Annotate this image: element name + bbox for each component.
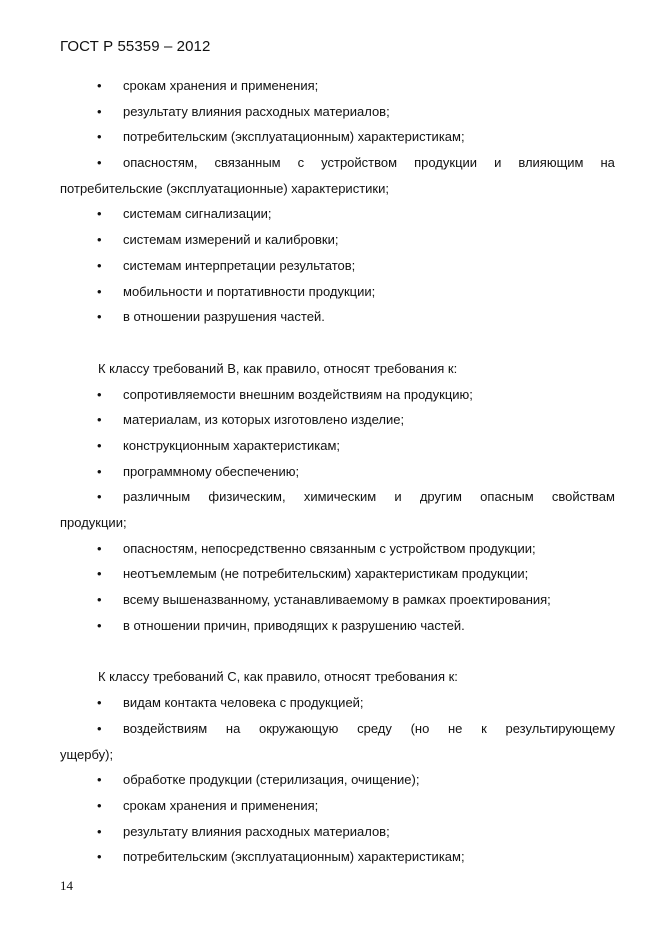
bullet-icon: • — [97, 206, 102, 222]
list-item — [60, 382, 615, 408]
bullet-icon: • — [97, 129, 102, 145]
bullet-icon: • — [97, 540, 102, 556]
list-item — [60, 690, 615, 716]
list-item — [60, 433, 615, 459]
list-item-text: результату влияния расходных материалов; — [123, 103, 390, 119]
bullet-icon: • — [97, 463, 102, 479]
bullet-icon: • — [97, 566, 102, 582]
list-item — [60, 304, 615, 330]
list-item — [60, 407, 615, 433]
list-item-word: на — [225, 720, 241, 736]
list-item-text: потребительским (эксплуатационным) характеристикам; — [123, 129, 465, 145]
list-item-word: не — [448, 720, 463, 736]
bullet-icon: • — [97, 772, 102, 788]
list-item-word: свойствам — [551, 489, 615, 505]
list-item-text: результату влияния расходных материалов; — [123, 823, 390, 839]
list-item — [60, 73, 615, 99]
list-item-text: системам интерпретации результатов; — [123, 257, 356, 273]
bullet-icon: • — [97, 437, 102, 453]
list-item-word: результирующему — [505, 720, 615, 736]
bullet-icon: • — [97, 309, 102, 325]
list-item-continuation: ущербу); — [60, 746, 114, 762]
list-item-word: влияющим — [518, 155, 584, 171]
list-item-text: опасностям, непосредственно связанным с устройством продукции; — [123, 540, 536, 556]
list-item-text: обработке продукции (стерилизация, очищение); — [123, 772, 420, 788]
page-number: 14 — [60, 878, 73, 893]
bullet-icon: • — [97, 155, 102, 171]
list-item-word: к — [481, 720, 487, 736]
bullet-icon: • — [97, 232, 102, 248]
list-item-justified — [60, 716, 615, 742]
bullet-icon: • — [97, 283, 102, 299]
list-item-text: материалам, из которых изготовлено изделие; — [123, 412, 405, 428]
list-item-word: воздействиям — [123, 720, 208, 736]
list-item — [60, 767, 615, 793]
list-item-text: в отношении разрушения частей. — [123, 309, 325, 325]
list-item-word: другим — [419, 489, 462, 505]
section-intro: К классу требований В, как правило, относят требования к: — [98, 360, 458, 376]
list-item — [60, 253, 615, 279]
list-item — [60, 587, 615, 613]
list-item-text: всему вышеназванному, устанавливаемому в рамках проектирования; — [123, 592, 551, 608]
list-item-text: сопротивляемости внешним воздействиям на продукцию; — [123, 386, 473, 402]
list-item — [60, 793, 615, 819]
list-item-justified — [60, 484, 615, 510]
list-item-text: потребительским (эксплуатационным) характеристикам; — [123, 849, 465, 865]
list-item — [60, 99, 615, 125]
list-item-word: устройством — [321, 155, 398, 171]
list-item-text: срокам хранения и применения; — [123, 797, 319, 813]
bullet-icon: • — [97, 412, 102, 428]
bullet-icon: • — [97, 797, 102, 813]
list-item-word: различным — [123, 489, 191, 505]
list-item-word: с — [297, 155, 305, 171]
list-item-word: связанным — [214, 155, 281, 171]
list-item-text: срокам хранения и применения; — [123, 78, 319, 93]
list-item-text: в отношении причин, приводящих к разрушению частей. — [123, 617, 465, 633]
bullet-icon: • — [97, 592, 102, 608]
document-header: ГОСТ Р 55359 – 2012 — [60, 38, 211, 55]
paragraph-gap — [60, 330, 615, 356]
list-item-text: системам сигнализации; — [123, 206, 272, 222]
bullet-icon: • — [97, 695, 102, 711]
list-item-text: неотъемлемым (не потребительским) характеристикам продукции; — [123, 566, 529, 582]
bullet-icon: • — [97, 720, 102, 736]
list-item-word: окружающую — [259, 720, 339, 736]
bullet-icon: • — [97, 78, 102, 93]
bullet-icon: • — [97, 823, 102, 839]
section-intro: К классу требований С, как правило, относят требования к: — [98, 669, 458, 685]
list-item-word: и — [394, 489, 402, 505]
list-item-word: среду — [357, 720, 392, 736]
list-item-word: (но — [410, 720, 430, 736]
list-item-continuation: продукции; — [60, 515, 127, 530]
list-item-word: и — [494, 155, 502, 171]
list-item-text: видам контакта человека с продукцией; — [123, 695, 364, 711]
list-item — [60, 844, 615, 870]
list-item-word: на — [600, 155, 615, 171]
list-item-word: опасностям, — [123, 155, 198, 171]
list-item-justified — [60, 150, 615, 176]
bullet-icon: • — [97, 617, 102, 633]
list-item — [60, 459, 615, 485]
list-item-word: химическим — [303, 489, 377, 505]
list-item-word: продукции — [414, 155, 478, 171]
list-item — [60, 613, 615, 639]
list-item — [60, 124, 615, 150]
list-item-word: опасным — [480, 489, 534, 505]
list-item — [60, 561, 615, 587]
bullet-icon: • — [97, 489, 102, 505]
list-item-text: конструкционным характеристикам; — [123, 437, 341, 453]
list-item — [60, 819, 615, 845]
bullet-icon: • — [97, 257, 102, 273]
document-body — [60, 73, 615, 870]
list-item — [60, 536, 615, 562]
list-item — [60, 227, 615, 253]
list-item-text: системам измерений и калибровки; — [123, 232, 339, 248]
list-item-word: физическим, — [208, 489, 286, 505]
list-item — [60, 201, 615, 227]
bullet-icon: • — [97, 386, 102, 402]
list-item-text: мобильности и портативности продукции; — [123, 283, 376, 299]
bullet-icon: • — [97, 849, 102, 865]
bullet-icon: • — [97, 103, 102, 119]
list-item — [60, 279, 615, 305]
list-item-text: программному обеспечению; — [123, 463, 300, 479]
paragraph-gap — [60, 638, 615, 664]
list-item-continuation: потребительские (эксплуатационные) характеристики; — [60, 180, 389, 196]
